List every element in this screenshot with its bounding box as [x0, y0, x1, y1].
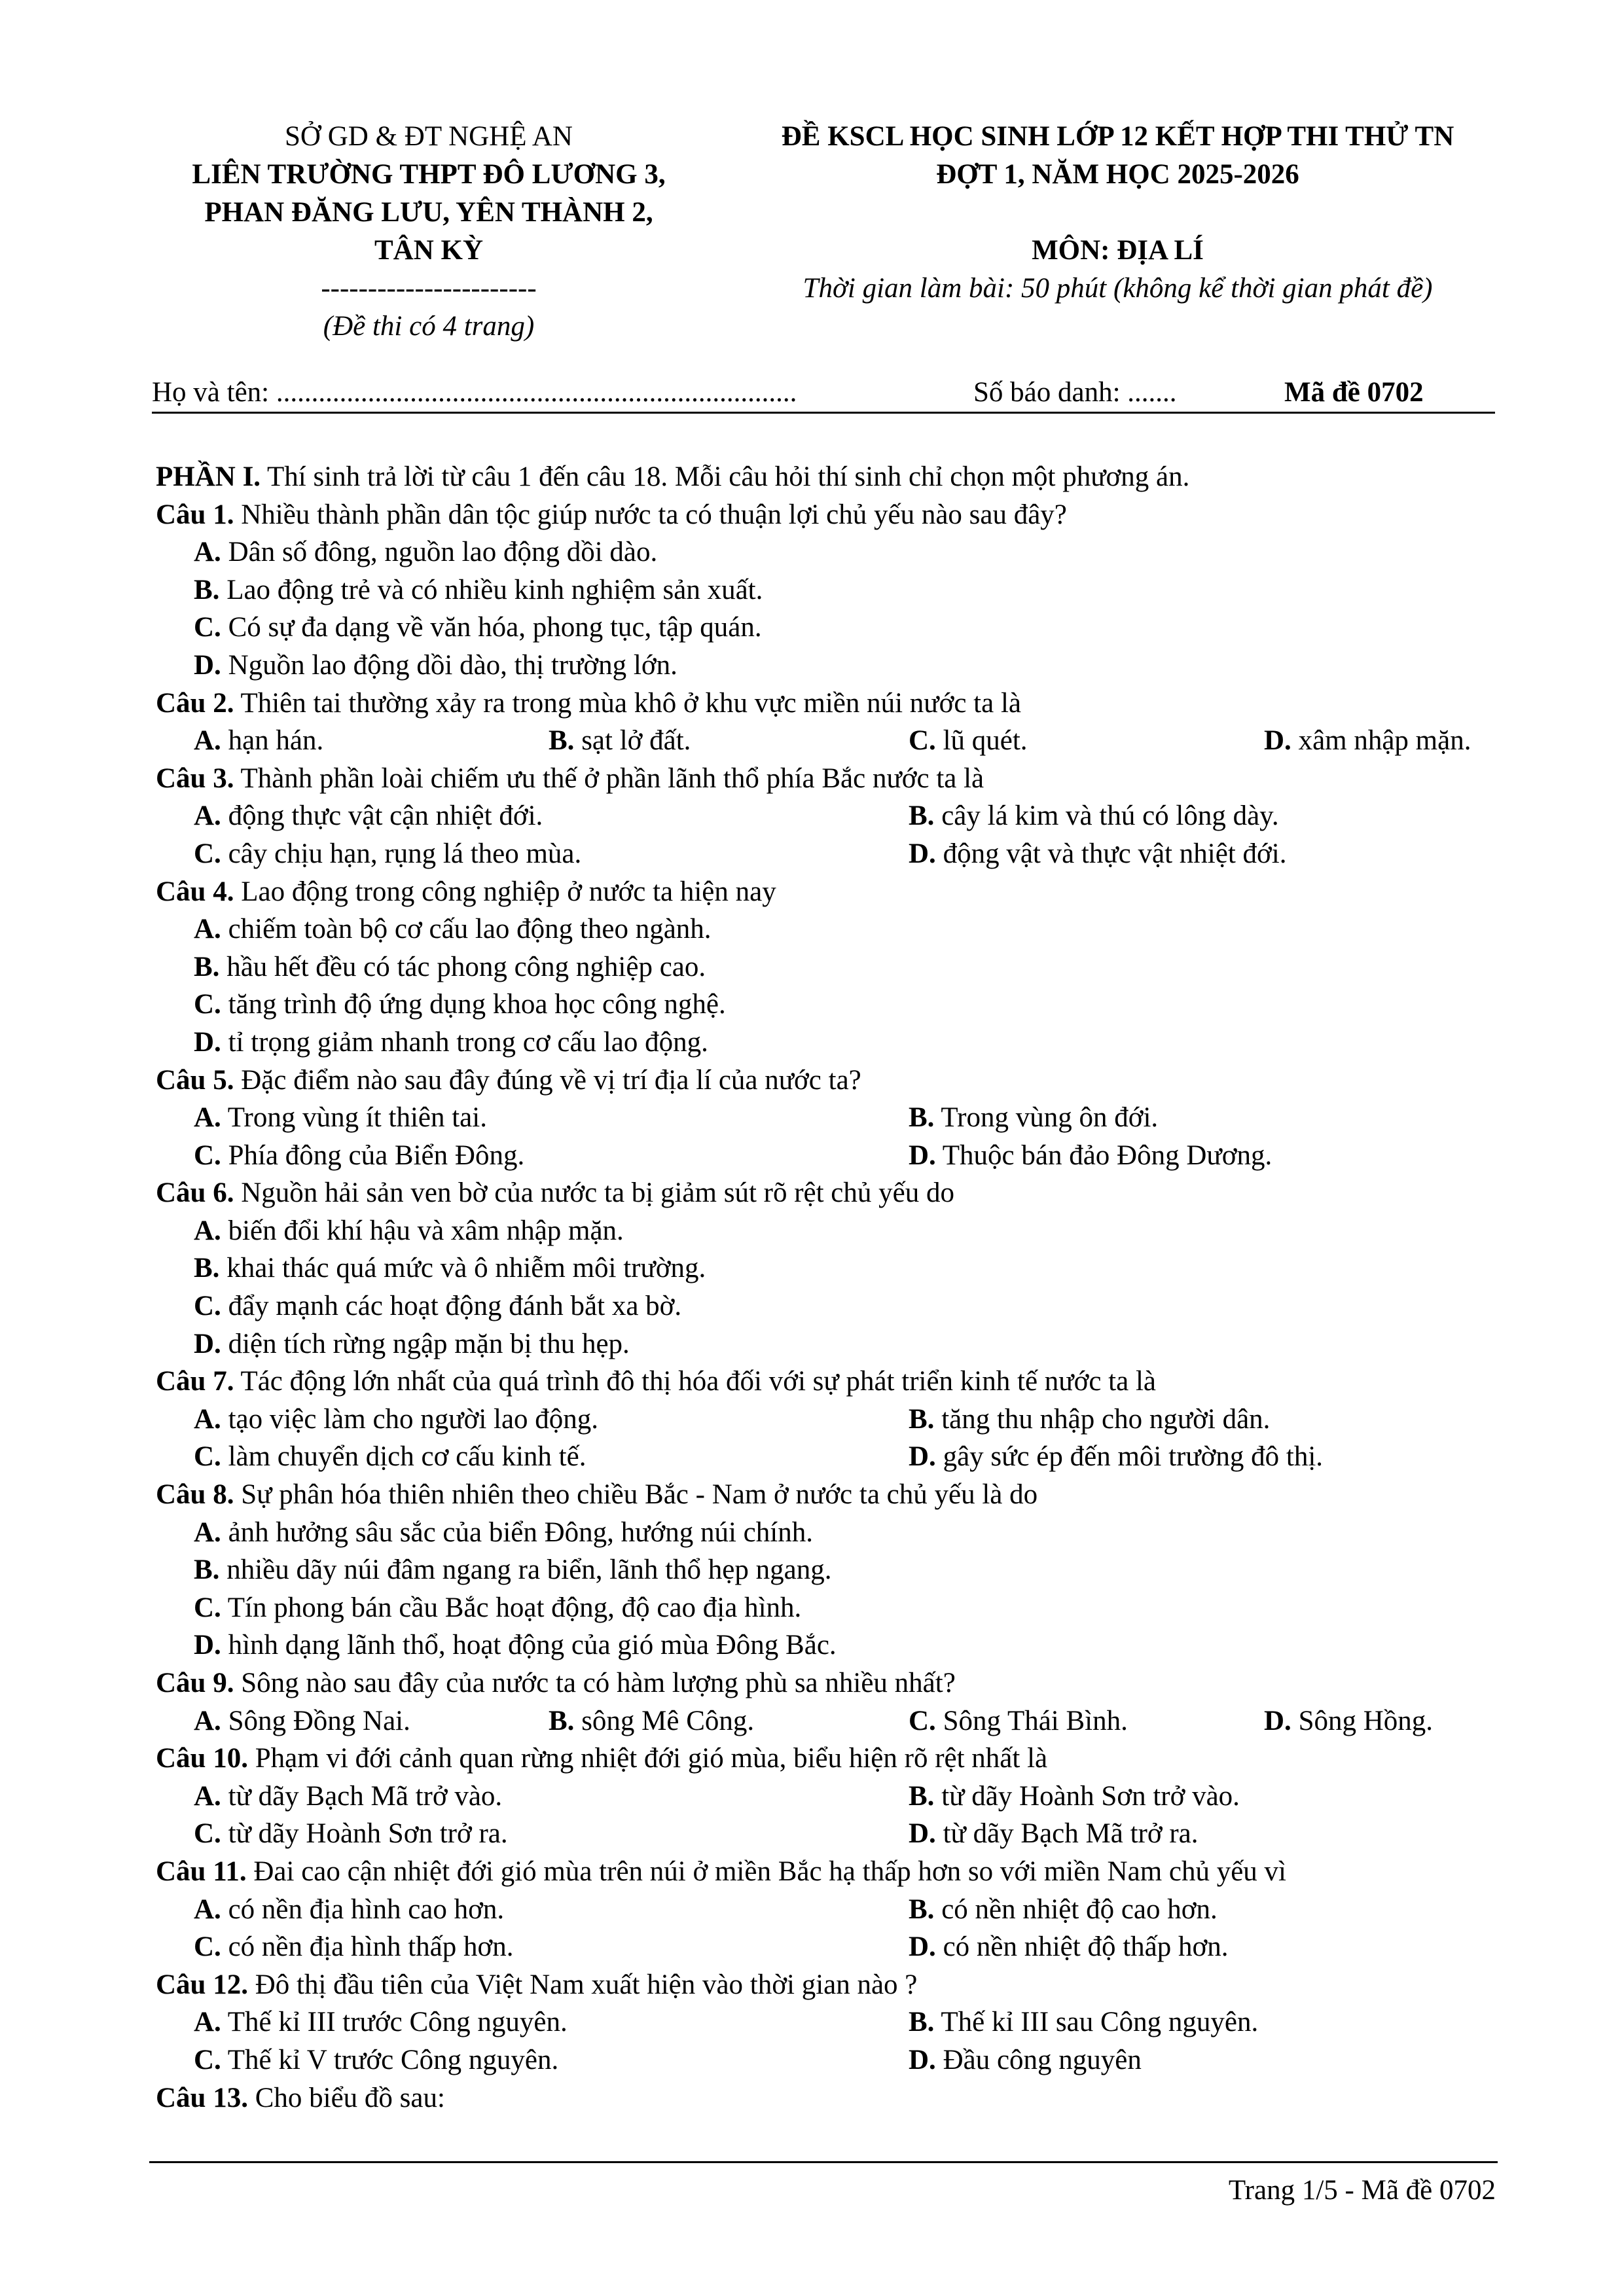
- question-text: Lao động trong công nghiệp ở nước ta hiện nay: [234, 876, 776, 907]
- answer-option-d[interactable]: [909, 1438, 1323, 1476]
- option-text: ảnh hưởng sâu sắc của biển Đông, hướng núi chính.: [221, 1516, 813, 1548]
- exam-subject: MÔN: ĐỊA LÍ: [1032, 235, 1204, 266]
- part-text: Thí sinh trả lời từ câu 1 đến câu 18. Mỗi câu hỏi thí sinh chỉ chọn một phương án.: [261, 461, 1190, 492]
- page-footer: Trang 1/5 - Mã đề 0702: [1228, 2175, 1496, 2206]
- question-10: [156, 1740, 1498, 1778]
- header-dashes: -----------------------: [321, 273, 537, 304]
- option-text: đẩy mạnh các hoạt động đánh bắt xa bờ.: [221, 1291, 682, 1322]
- option-letter: B.: [909, 1102, 935, 1134]
- question-text: Tác động lớn nhất của quá trình đô thị hóa đối với sự phát triển kinh tế nước ta là: [234, 1366, 1156, 1397]
- option-text: sông Mê Công.: [574, 1705, 755, 1736]
- answer-option-d[interactable]: [194, 1024, 708, 1062]
- question-11: [156, 1853, 1498, 1891]
- answer-option-d[interactable]: [909, 1815, 1198, 1853]
- option-letter: A.: [194, 1780, 221, 1812]
- option-letter: D.: [194, 1328, 221, 1359]
- answer-option-a[interactable]: [194, 1514, 813, 1552]
- answer-option-d[interactable]: [194, 1626, 837, 1664]
- option-letter: A.: [194, 1215, 221, 1246]
- option-text: nhiều dãy núi đâm ngang ra biển, lãnh thổ hẹp ngang.: [219, 1554, 832, 1586]
- answer-option-b[interactable]: [549, 1702, 754, 1740]
- question-label: Câu 11.: [156, 1856, 247, 1887]
- answer-option-b[interactable]: [194, 571, 763, 609]
- answer-option-a[interactable]: [194, 1778, 502, 1816]
- question-2: [156, 685, 1498, 723]
- option-letter: B.: [909, 800, 935, 832]
- answer-option-d[interactable]: [1264, 722, 1471, 760]
- option-letter: B.: [194, 951, 220, 982]
- answer-option-d[interactable]: [1264, 1702, 1433, 1740]
- option-text: động thực vật cận nhiệt đới.: [221, 800, 543, 832]
- option-letter: C.: [194, 838, 221, 869]
- option-letter: B.: [909, 1403, 935, 1435]
- exam-content: [156, 458, 1498, 2117]
- answer-option-b[interactable]: [909, 2003, 1258, 2041]
- option-text: chiếm toàn bộ cơ cấu lao động theo ngành.: [221, 914, 712, 945]
- option-letter: B.: [909, 1780, 935, 1812]
- option-text: tạo việc làm cho người lao động.: [221, 1403, 599, 1435]
- answer-option-a[interactable]: [194, 1099, 487, 1137]
- answer-option-a[interactable]: [194, 1702, 410, 1740]
- option-text: tỉ trọng giảm nhanh trong cơ cấu lao động.: [221, 1026, 708, 1058]
- option-text: Thế kỉ V trước Công nguyên.: [221, 2044, 559, 2075]
- answer-option-d[interactable]: [909, 1137, 1272, 1175]
- option-letter: D.: [194, 1026, 221, 1058]
- option-letter: A.: [194, 1102, 221, 1134]
- option-text: Sông Đồng Nai.: [221, 1705, 410, 1736]
- option-text: làm chuyển dịch cơ cấu kinh tế.: [221, 1441, 586, 1473]
- option-letter: A.: [194, 1516, 221, 1548]
- option-text: cây lá kim và thú có lông dày.: [934, 800, 1279, 832]
- candidate-info-line: [152, 374, 1495, 414]
- option-letter: C.: [909, 1705, 936, 1736]
- option-letter: B.: [194, 1253, 220, 1284]
- option-letter: C.: [194, 1931, 221, 1963]
- option-text: Phía đông của Biển Đông.: [221, 1139, 525, 1171]
- school-name-line2: PHAN ĐĂNG LƯU, YÊN THÀNH 2,: [204, 197, 653, 228]
- question-label: Câu 8.: [156, 1479, 234, 1511]
- option-letter: C.: [194, 1592, 221, 1623]
- answer-option-d[interactable]: [909, 835, 1286, 873]
- answer-option-a[interactable]: [194, 910, 712, 948]
- option-text: hầu hết đều có tác phong công nghiệp cao.: [219, 951, 706, 982]
- option-letter: D.: [1264, 725, 1291, 757]
- option-letter: D.: [1264, 1705, 1291, 1736]
- answer-option-b[interactable]: [909, 1891, 1218, 1929]
- answer-option-c[interactable]: [194, 835, 581, 873]
- option-letter: A.: [194, 725, 221, 757]
- option-text: Đầu công nguyên: [935, 2044, 1142, 2075]
- option-text: Thuộc bán đảo Đông Dương.: [935, 1139, 1272, 1171]
- option-text: khai thác quá mức và ô nhiễm môi trường.: [219, 1253, 706, 1284]
- option-text: biến đổi khí hậu và xâm nhập mặn.: [221, 1215, 624, 1246]
- answer-option-d[interactable]: [194, 1325, 630, 1363]
- option-letter: A.: [194, 2007, 221, 2038]
- question-text: Thành phần loài chiếm ưu thế ở phần lãnh thổ phía Bắc nước ta là: [234, 762, 984, 794]
- question-label: Câu 5.: [156, 1064, 234, 1096]
- option-letter: D.: [194, 649, 221, 681]
- question-label: Câu 9.: [156, 1668, 234, 1698]
- option-text: sạt lở đất.: [574, 725, 691, 757]
- answer-option-a[interactable]: [194, 722, 323, 760]
- question-label: Câu 12.: [156, 1969, 248, 2000]
- answer-option-b[interactable]: [909, 1778, 1240, 1816]
- option-text: Thế kỉ III trước Công nguyên.: [221, 2007, 568, 2038]
- question-text: Nhiều thành phần dân tộc giúp nước ta có thuận lợi chủ yếu nào sau đây?: [234, 499, 1067, 530]
- footer-rule: [149, 2161, 1498, 2163]
- option-text: Trong vùng ôn đới.: [934, 1102, 1159, 1134]
- option-letter: B.: [194, 1554, 220, 1586]
- option-letter: B.: [194, 574, 220, 605]
- option-letter: B.: [909, 2007, 935, 2038]
- answer-option-a[interactable]: [194, 2003, 568, 2041]
- option-text: có nền nhiệt độ thấp hơn.: [935, 1931, 1229, 1963]
- exam-time: Thời gian làm bài: 50 phút (không kể thời gian phát đề): [803, 273, 1433, 304]
- answer-option-c[interactable]: [194, 1287, 681, 1325]
- question-text: Sông nào sau đây của nước ta có hàm lượng phù sa nhiều nhất?: [234, 1668, 956, 1698]
- option-letter: D.: [909, 1441, 936, 1473]
- option-text: có nền địa hình cao hơn.: [221, 1893, 505, 1925]
- option-letter: C.: [194, 1139, 221, 1171]
- question-text: Đai cao cận nhiệt đới gió mùa trên núi ở miền Bắc hạ thấp hơn so với miền Nam chủ yếu vì: [246, 1856, 1287, 1887]
- option-letter: C.: [909, 725, 936, 757]
- option-letter: A.: [194, 1705, 221, 1736]
- answer-option-c[interactable]: [909, 722, 1028, 760]
- question-text: Đặc điểm nào sau đây đúng về vị trí địa lí của nước ta?: [234, 1064, 861, 1096]
- option-text: Nguồn lao động dồi dào, thị trường lớn.: [221, 649, 677, 681]
- school-name-line1: LIÊN TRƯỜNG THPT ĐÔ LƯƠNG 3,: [192, 159, 666, 190]
- option-letter: A.: [194, 800, 221, 832]
- option-letter: D.: [194, 1630, 221, 1661]
- question-12: [156, 1966, 1498, 2004]
- school-name-line3: TÂN KỲ: [374, 235, 484, 266]
- question-9: [156, 1664, 1498, 1702]
- option-letter: C.: [194, 1441, 221, 1473]
- option-letter: D.: [909, 1931, 936, 1963]
- option-text: lũ quét.: [935, 725, 1028, 757]
- answer-option-c[interactable]: [194, 1928, 513, 1966]
- option-text: có nền địa hình thấp hơn.: [221, 1931, 514, 1963]
- option-text: Dân số đông, nguồn lao động dồi dào.: [221, 537, 658, 568]
- option-text: Sông Thái Bình.: [935, 1705, 1128, 1736]
- answer-option-a[interactable]: [194, 1891, 504, 1929]
- option-letter: A.: [194, 914, 221, 945]
- option-text: từ dãy Bạch Mã trở ra.: [935, 1818, 1199, 1850]
- option-letter: B.: [549, 1705, 575, 1736]
- option-text: Có sự đa dạng về văn hóa, phong tục, tập quán.: [221, 612, 762, 643]
- option-letter: D.: [909, 2044, 936, 2075]
- exam-round: ĐỢT 1, NĂM HỌC 2025-2026: [936, 159, 1299, 190]
- exam-code: Mã đề 0702: [1284, 377, 1424, 408]
- question-3: [156, 760, 1498, 798]
- answer-option-b[interactable]: [909, 1401, 1270, 1439]
- answer-option-c[interactable]: [194, 1589, 801, 1627]
- question-13: [156, 2079, 1498, 2117]
- part-instruction: [156, 458, 1498, 496]
- question-label: Câu 7.: [156, 1366, 234, 1397]
- question-text: Thiên tai thường xảy ra trong mùa khô ở khu vực miền núi nước ta là: [234, 687, 1021, 719]
- question-label: Câu 13.: [156, 2082, 248, 2113]
- option-text: diện tích rừng ngập mặn bị thu hẹp.: [221, 1328, 630, 1359]
- option-text: tăng thu nhập cho người dân.: [934, 1403, 1271, 1435]
- question-text: Nguồn hải sản ven bờ của nước ta bị giảm sút rõ rệt chủ yếu do: [234, 1177, 954, 1209]
- school-header: [131, 118, 727, 346]
- answer-option-b[interactable]: [194, 948, 706, 986]
- answer-option-c[interactable]: [194, 2041, 558, 2079]
- answer-option-a[interactable]: [194, 1401, 598, 1439]
- department-name: SỞ GD & ĐT NGHỆ AN: [285, 121, 573, 152]
- option-text: hình dạng lãnh thổ, hoạt động của gió mùa Đông Bắc.: [221, 1630, 837, 1661]
- answer-option-d[interactable]: [909, 2041, 1142, 2079]
- option-letter: B.: [549, 725, 575, 757]
- pages-note: (Đề thi có 4 trang): [323, 311, 535, 342]
- question-7: [156, 1363, 1498, 1401]
- answer-option-c[interactable]: [194, 986, 726, 1024]
- candidate-name-field: Họ và tên: ..........................................................................: [152, 377, 797, 408]
- question-4: [156, 873, 1498, 911]
- option-letter: C.: [194, 2044, 221, 2075]
- question-label: Câu 4.: [156, 876, 234, 907]
- question-label: Câu 1.: [156, 499, 234, 530]
- question-text: Sự phân hóa thiên nhiên theo chiều Bắc - Nam ở nước ta chủ yếu là do: [234, 1479, 1038, 1511]
- option-letter: C.: [194, 989, 221, 1020]
- answer-option-c[interactable]: [909, 1702, 1128, 1740]
- option-letter: C.: [194, 1818, 221, 1850]
- answer-option-c[interactable]: [194, 1438, 586, 1476]
- question-label: Câu 2.: [156, 687, 234, 719]
- answer-option-a[interactable]: [194, 1212, 624, 1250]
- option-text: từ dãy Bạch Mã trở vào.: [221, 1780, 503, 1812]
- answer-option-d[interactable]: [909, 1928, 1228, 1966]
- option-text: Lao động trẻ và có nhiều kinh nghiệm sản xuất.: [219, 574, 763, 605]
- answer-option-b[interactable]: [194, 1249, 706, 1287]
- option-text: Trong vùng ít thiên tai.: [221, 1102, 487, 1134]
- option-letter: A.: [194, 1403, 221, 1435]
- answer-option-b[interactable]: [909, 1099, 1158, 1137]
- question-label: Câu 3.: [156, 762, 234, 794]
- option-text: từ dãy Hoành Sơn trở ra.: [221, 1818, 508, 1850]
- option-text: Sông Hồng.: [1291, 1705, 1434, 1736]
- option-letter: D.: [909, 1139, 936, 1171]
- option-letter: C.: [194, 1291, 221, 1322]
- question-1: [156, 496, 1498, 534]
- option-letter: D.: [909, 1818, 936, 1850]
- option-letter: D.: [909, 838, 936, 869]
- option-text: Tín phong bán cầu Bắc hoạt động, độ cao địa hình.: [221, 1592, 802, 1623]
- answer-option-b[interactable]: [549, 722, 691, 760]
- option-text: động vật và thực vật nhiệt đới.: [935, 838, 1287, 869]
- answer-option-d[interactable]: [194, 647, 677, 685]
- answer-option-a[interactable]: [194, 533, 657, 571]
- answer-option-b[interactable]: [909, 797, 1279, 835]
- question-text: Phạm vi đới cảnh quan rừng nhiệt đới gió mùa, biểu hiện rõ rệt nhất là: [247, 1743, 1048, 1774]
- exam-header: [730, 118, 1506, 308]
- candidate-number-field: Số báo danh: .......: [973, 377, 1177, 408]
- option-text: gây sức ép đến môi trường đô thị.: [935, 1441, 1324, 1473]
- answer-option-c[interactable]: [194, 609, 762, 647]
- question-label: Câu 10.: [156, 1743, 248, 1774]
- option-letter: B.: [909, 1893, 935, 1925]
- question-5: [156, 1062, 1498, 1100]
- answer-option-b[interactable]: [194, 1551, 831, 1589]
- option-letter: C.: [194, 612, 221, 643]
- option-text: hạn hán.: [221, 725, 324, 757]
- option-text: cây chịu hạn, rụng lá theo mùa.: [221, 838, 582, 869]
- option-text: xâm nhập mặn.: [1291, 725, 1471, 757]
- option-text: tăng trình độ ứng dụng khoa học công nghệ.: [221, 989, 726, 1020]
- option-letter: A.: [194, 537, 221, 568]
- question-text: Cho biểu đồ sau:: [247, 2082, 445, 2113]
- option-text: Thế kỉ III sau Công nguyên.: [934, 2007, 1259, 2038]
- option-text: từ dãy Hoành Sơn trở vào.: [934, 1780, 1240, 1812]
- answer-option-c[interactable]: [194, 1815, 508, 1853]
- answer-option-c[interactable]: [194, 1137, 524, 1175]
- question-8: [156, 1476, 1498, 1514]
- question-text: Đô thị đầu tiên của Việt Nam xuất hiện vào thời gian nào ?: [247, 1969, 918, 2000]
- option-letter: A.: [194, 1893, 221, 1925]
- question-6: [156, 1174, 1498, 1212]
- exam-title: ĐỀ KSCL HỌC SINH LỚP 12 KẾT HỢP THI THỬ TN: [781, 121, 1454, 152]
- option-text: có nền nhiệt độ cao hơn.: [934, 1893, 1218, 1925]
- question-label: Câu 6.: [156, 1177, 234, 1209]
- answer-option-a[interactable]: [194, 797, 543, 835]
- part-label: PHẦN I.: [156, 461, 261, 492]
